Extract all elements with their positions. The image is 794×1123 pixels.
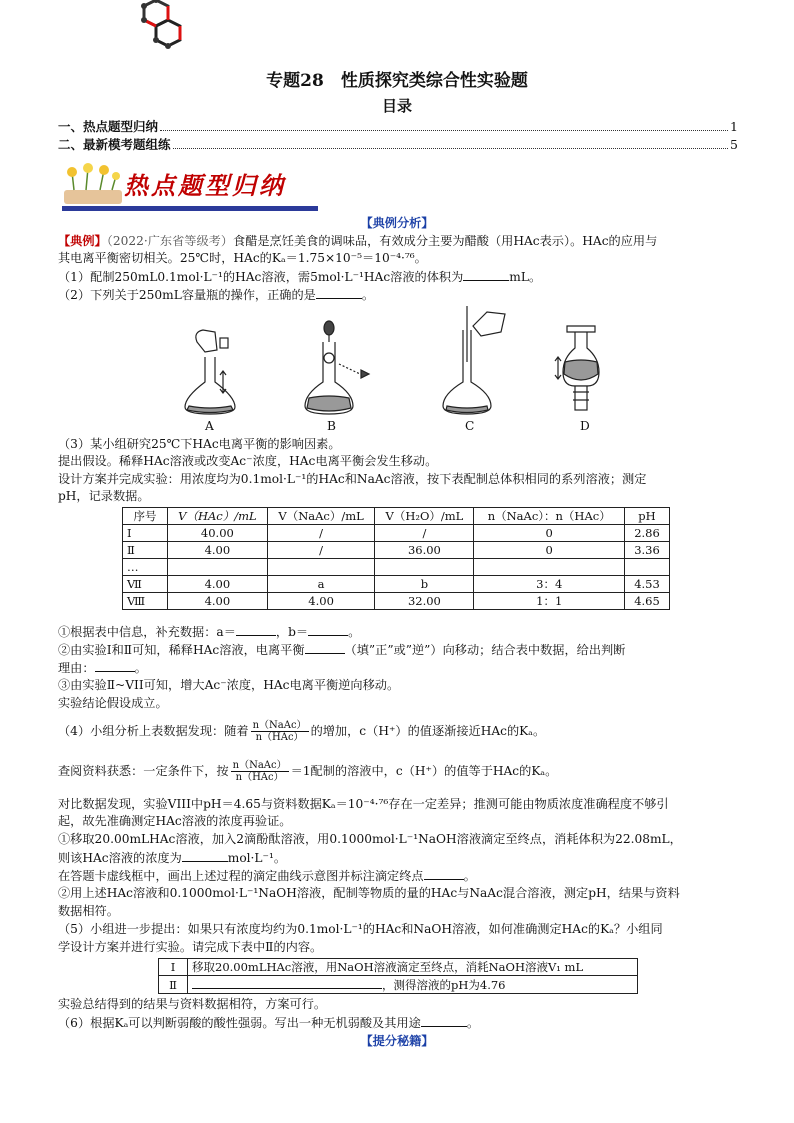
table-cell <box>474 559 625 576</box>
table-cell <box>267 559 375 576</box>
hypothesis-text: 提出假设。稀释HAc溶液或改变Ac⁻浓度，HAc电离平衡会发生移动。 <box>58 454 438 468</box>
question-1 <box>58 268 541 285</box>
toc-leader <box>160 119 728 131</box>
banner-text: 热点题型归纳 <box>124 171 286 200</box>
compare-line-1: 对比数据发现，实验VIII中pH＝4.65与资料数据Kₐ＝10⁻⁴·⁷⁶存在一定差异；推测可能由物质浓度准确程度不够引 <box>58 797 669 811</box>
table-cell: / <box>375 525 474 542</box>
question-2 <box>58 286 374 303</box>
fill-b-label: ，b＝ <box>275 625 309 639</box>
titration-line-1: ①移取20.00mLHAc溶液，加入2滴酚酞溶液，用0.1000mol·L⁻¹NaOH溶液滴定至终点，消耗体积为22.08mL， <box>58 832 682 846</box>
table-cell: … <box>123 559 168 576</box>
data-table <box>122 507 670 610</box>
equilibrium-tail: （填”正”或”逆”）向移动；结合表中数据，给出判断 <box>344 643 626 657</box>
toc-item-1[interactable] <box>58 119 738 135</box>
fill-tail: 。 <box>348 625 361 639</box>
toc-page: 1 <box>730 119 738 134</box>
table-header-cell: 序号 <box>123 508 168 525</box>
table-row <box>159 976 638 994</box>
section-banner <box>60 160 320 214</box>
fill-data-line <box>58 623 360 640</box>
toc-label: 一、热点题型归纳 <box>58 119 159 134</box>
table-header-row <box>123 508 670 525</box>
design-text-1: 设计方案并完成实验：用浓度均为0.1mol·L⁻¹的HAc和NaAc溶液，按下表配制总体积相同的系列溶液；测定 <box>58 472 647 486</box>
table-header-cell: n（NaAc）：n（HAc） <box>474 508 625 525</box>
table-row <box>123 542 670 559</box>
table-cell: / <box>267 542 375 559</box>
flask-label-b: B <box>327 419 336 433</box>
titration-line-3 <box>58 867 476 884</box>
table-cell: 3：4 <box>474 576 625 593</box>
concentration-answer-blank[interactable] <box>182 849 228 862</box>
table-row <box>159 959 638 976</box>
conclusion-line: 实验结论假设成立。 <box>58 696 168 710</box>
equilibrium-text: ②由实验Ⅰ和Ⅱ可知，稀释HAc溶液，电离平衡 <box>58 643 305 657</box>
question-4 <box>58 716 545 746</box>
toc-label: 二、最新模考题组练 <box>58 137 171 152</box>
q2-answer-blank[interactable] <box>316 286 362 299</box>
mixture-line-1: ②用上述HAc溶液和0.1000mol·L⁻¹NaOH溶液，配制等物质的量的HAc与NaAc混合溶液，测定pH，结果与资料 <box>58 886 680 900</box>
table-cell: 1：1 <box>474 593 625 610</box>
summary-line: 实验总结得到的结果与资料数据相符，方案可行。 <box>58 997 327 1011</box>
compare-line-2: 起，故先准确测定HAc溶液的浓度再验证。 <box>58 814 292 828</box>
concentration-text: 则该HAc溶液的浓度为 <box>58 851 182 865</box>
fill-a-label: ①根据表中信息，补充数据：a＝ <box>58 625 236 639</box>
table-row <box>123 576 670 593</box>
curve-answer-blank[interactable] <box>424 867 464 880</box>
molecule-logo-icon <box>124 0 194 52</box>
table-cell <box>188 976 638 994</box>
table-cell: 2.86 <box>625 525 670 542</box>
table-cell: 4.65 <box>625 593 670 610</box>
flask-c-icon <box>443 306 505 414</box>
table-cell: Ⅱ <box>159 976 188 994</box>
table-cell: 4.00 <box>168 576 268 593</box>
table-cell: Ⅶ <box>123 576 168 593</box>
table-cell: b <box>375 576 474 593</box>
q2-text: （2）下列关于250mL容量瓶的操作，正确的是 <box>58 288 316 302</box>
table-cell: 4.00 <box>168 593 268 610</box>
q4-text: （4）小组分析上表数据发现：随着 <box>58 724 249 738</box>
q1-answer-blank[interactable] <box>463 268 509 281</box>
flask-illustrations <box>175 302 615 436</box>
fraction-numerator: n（NaAc） <box>252 720 307 731</box>
banner-bar <box>62 206 318 211</box>
q4-tail: 的增加，c（H⁺）的值逐渐接近HAc的Kₐ。 <box>310 724 546 738</box>
section-heading-analysis: 【典例分析】 <box>360 216 434 230</box>
direction-answer-blank[interactable] <box>305 641 345 654</box>
table-cell: 移取20.00mLHAc溶液，用NaOH溶液滴定至终点，消耗NaOH溶液V₁ mL <box>188 959 638 976</box>
table-cell: 32.00 <box>375 593 474 610</box>
table-cell: Ⅰ <box>123 525 168 542</box>
table-cell <box>625 559 670 576</box>
table-header-cell: V（HAc）/mL <box>168 508 268 525</box>
contents-heading: 目录 <box>381 97 412 115</box>
example-intro: 食醋是烹饪美食的调味品，有效成分主要为醋酸（用HAc表示）。HAc的应用与 <box>233 234 658 248</box>
q1-text: （1）配制250mL0.1mol·L⁻¹的HAc溶液，需5mol·L⁻¹HAc溶液的体积为 <box>58 270 464 284</box>
reason-tail: 。 <box>134 661 147 675</box>
page-title: 专题28 性质探究类综合性实验题 <box>266 71 528 91</box>
table-cell: 4.00 <box>267 593 375 610</box>
reference-tail: ＝1配制的溶液中，c（H⁺）的值等于HAc的Kₐ。 <box>290 764 558 778</box>
table-row <box>123 525 670 542</box>
b-answer-blank[interactable] <box>308 623 348 636</box>
step-2-answer-blank[interactable] <box>192 976 382 989</box>
toc-page: 5 <box>730 137 738 152</box>
reason-line <box>58 659 147 676</box>
example-line-2: 其电离平衡密切相关。25℃时，HAc的Kₐ＝1.75×10⁻⁵＝10⁻⁴·⁷⁶。 <box>58 251 427 265</box>
q2-tail: 。 <box>361 288 375 302</box>
table-header-cell: V（H₂O）/mL <box>375 508 474 525</box>
table-cell: Ⅰ <box>159 959 188 976</box>
reference-line <box>58 756 557 786</box>
reason-answer-blank[interactable] <box>95 659 135 672</box>
flowers-icon <box>60 160 126 208</box>
question-5-line-1: （5）小组进一步提出：如果只有浓度均约为0.1mol·L⁻¹的HAc和NaOH溶液，如何准确测定HAc的Kₐ？小组同 <box>58 922 663 936</box>
design-text-2: pH，记录数据。 <box>58 489 150 503</box>
reason-label: 理由： <box>58 661 95 675</box>
flask-label-c: C <box>465 419 475 433</box>
fraction-numerator: n（NaAc） <box>232 760 287 771</box>
flask-label-d: D <box>580 419 590 433</box>
table-cell: 4.00 <box>168 542 268 559</box>
curve-text: 在答题卡虚线框中，画出上述过程的滴定曲线示意图并标注滴定终点 <box>58 869 424 883</box>
ratio-fraction <box>251 720 309 743</box>
observation-line: ③由实验Ⅱ~VII可知，增大Ac⁻浓度，HAc电离平衡逆向移动。 <box>58 678 400 692</box>
table-header-cell: V（NaAc）/mL <box>267 508 375 525</box>
ratio-fraction <box>231 760 289 783</box>
table-cell: Ⅷ <box>123 593 168 610</box>
fraction-denominator: n（HAc） <box>235 772 284 783</box>
flask-label-a: A <box>205 419 214 433</box>
example-line-1 <box>58 233 657 249</box>
table-cell: Ⅱ <box>123 542 168 559</box>
section-heading-tips: 【提分秘籍】 <box>360 1034 434 1048</box>
flask-d-icon <box>555 326 599 410</box>
q1-unit: mL。 <box>509 270 542 284</box>
table-cell: 4.53 <box>625 576 670 593</box>
fraction-denominator: n（HAc） <box>255 732 304 743</box>
step-2-text: ，测得溶液的pH为4.76 <box>382 978 506 992</box>
titration-line-2 <box>58 849 286 866</box>
question-5-line-2: 学设计方案并进行实验。请完成下表中Ⅱ的内容。 <box>58 940 323 954</box>
curve-tail: 。 <box>463 869 476 883</box>
table-header-cell: pH <box>625 508 670 525</box>
method-table <box>158 958 638 994</box>
table-row <box>123 593 670 610</box>
reference-text: 查阅资料获悉：一定条件下，按 <box>58 764 229 778</box>
q6-answer-blank[interactable] <box>421 1014 467 1027</box>
table-cell: 3.36 <box>625 542 670 559</box>
toc-leader <box>173 137 729 149</box>
flask-b-icon <box>305 321 369 414</box>
table-cell: 40.00 <box>168 525 268 542</box>
table-cell: 36.00 <box>375 542 474 559</box>
flask-a-icon <box>185 330 235 414</box>
table-cell: / <box>267 525 375 542</box>
table-row <box>123 559 670 576</box>
question-3: （3）某小组研究25℃下HAc电离平衡的影响因素。 <box>58 437 341 451</box>
example-tag: 【典例】 <box>58 234 107 248</box>
table-cell <box>168 559 268 576</box>
q6-tail: 。 <box>466 1016 479 1030</box>
concentration-unit: mol·L⁻¹。 <box>227 851 287 865</box>
table-cell <box>375 559 474 576</box>
table-cell: a <box>267 576 375 593</box>
question-6 <box>58 1014 479 1031</box>
q6-text: （6）根据Kₐ可以判断弱酸的酸性强弱。写出一种无机弱酸及其用途 <box>58 1016 421 1030</box>
table-cell: 0 <box>474 542 625 559</box>
example-source: （2022·广东省等级考） <box>106 234 234 248</box>
a-answer-blank[interactable] <box>236 623 276 636</box>
mixture-line-2: 数据相符。 <box>58 904 119 918</box>
toc-item-2[interactable] <box>58 137 738 153</box>
equilibrium-line <box>58 641 625 658</box>
table-cell: 0 <box>474 525 625 542</box>
